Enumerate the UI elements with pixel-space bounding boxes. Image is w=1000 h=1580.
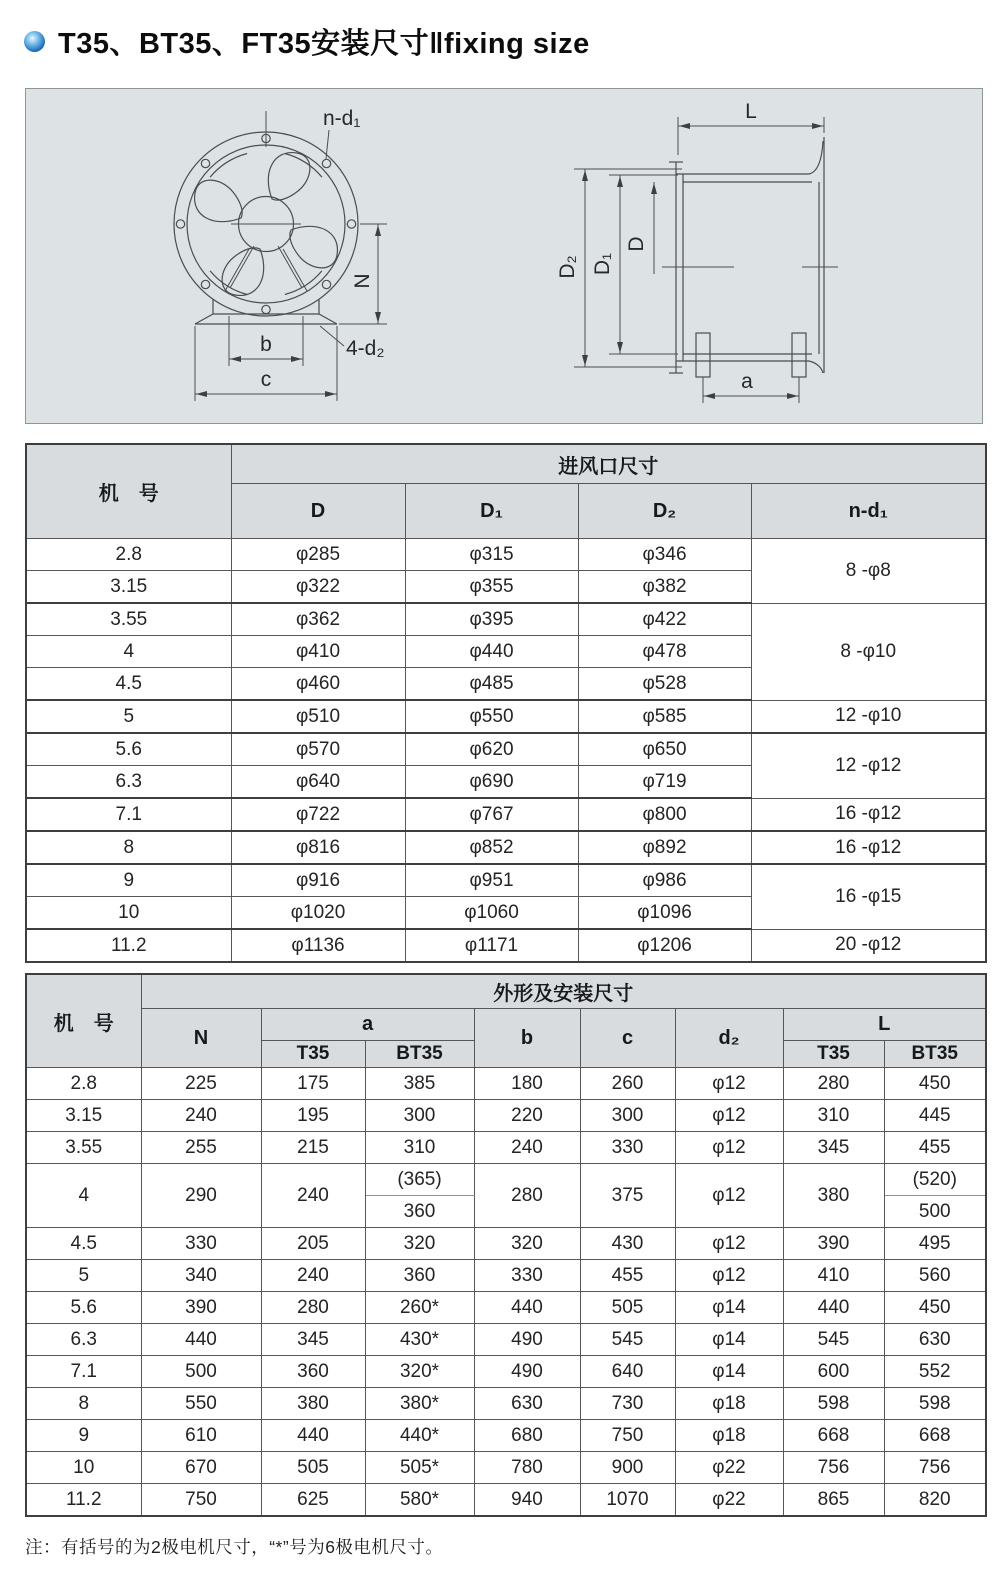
- subcol-L-T35: T35: [783, 1041, 884, 1068]
- L-T35-cell: 598: [783, 1388, 884, 1420]
- d2-cell: φ14: [675, 1292, 783, 1324]
- c-cell: 750: [580, 1420, 675, 1452]
- D-cell: φ1136: [231, 929, 405, 962]
- D1-cell: φ690: [405, 766, 578, 799]
- col-header-L: L: [783, 1009, 986, 1041]
- c-cell: 545: [580, 1324, 675, 1356]
- label-L: L: [745, 100, 757, 123]
- a-T35-cell: 205: [261, 1228, 365, 1260]
- table-row: [26, 1484, 986, 1517]
- table-row: [26, 831, 986, 864]
- D2-cell: φ800: [578, 798, 751, 831]
- L-BT35-cell: 450: [884, 1292, 986, 1324]
- L-BT35-cell: 668: [884, 1420, 986, 1452]
- D-cell: φ285: [231, 539, 405, 571]
- D-cell: φ816: [231, 831, 405, 864]
- D1-cell: φ355: [405, 571, 578, 604]
- N-cell: 290: [141, 1164, 261, 1228]
- a-BT35-cell: 320: [365, 1228, 474, 1260]
- technical-drawing-svg: [26, 89, 982, 423]
- c-cell: 900: [580, 1452, 675, 1484]
- inlet-group-header: 进风口尺寸: [231, 444, 986, 484]
- machine-no-header: 机 号: [26, 974, 141, 1068]
- a-T35-cell: 175: [261, 1068, 365, 1100]
- L-T35-cell: 410: [783, 1260, 884, 1292]
- machine-no-cell: 4: [26, 636, 231, 668]
- machine-no-cell: 5: [26, 1260, 141, 1292]
- page-title: T35、BT35、FT35安装尺寸‖fixing size: [58, 27, 590, 60]
- machine-no-header: 机 号: [26, 444, 231, 539]
- col-header-D1: D₁: [405, 484, 578, 539]
- d2-cell: φ12: [675, 1260, 783, 1292]
- L-T35-cell: 390: [783, 1228, 884, 1260]
- L-BT35-cell: 820: [884, 1484, 986, 1517]
- table-row: [26, 1100, 986, 1132]
- b-cell: 630: [474, 1388, 580, 1420]
- N-cell: 225: [141, 1068, 261, 1100]
- b-cell: 280: [474, 1164, 580, 1228]
- front-arrowheads: [196, 225, 381, 397]
- a-T35-cell: 625: [261, 1484, 365, 1517]
- c-cell: 330: [580, 1132, 675, 1164]
- d2-cell: φ12: [675, 1068, 783, 1100]
- D-cell: φ640: [231, 766, 405, 799]
- subcol-a-T35: T35: [261, 1041, 365, 1068]
- a-T35-cell: 505: [261, 1452, 365, 1484]
- machine-no-cell: 6.3: [26, 1324, 141, 1356]
- D2-cell: φ892: [578, 831, 751, 864]
- label-D1: D₁: [591, 252, 614, 276]
- machine-no-cell: 11.2: [26, 929, 231, 962]
- c-cell: 640: [580, 1356, 675, 1388]
- N-cell: 440: [141, 1324, 261, 1356]
- a-BT35-cell: 385: [365, 1068, 474, 1100]
- table-row: [26, 603, 986, 636]
- a-BT35-cell: 310: [365, 1132, 474, 1164]
- d2-cell: φ12: [675, 1132, 783, 1164]
- N-cell: 340: [141, 1260, 261, 1292]
- machine-no-cell: 10: [26, 897, 231, 930]
- a-BT35-cell: 320*: [365, 1356, 474, 1388]
- label-N: N: [351, 273, 374, 289]
- D2-cell: φ719: [578, 766, 751, 799]
- n-d1-cell: 20 -φ12: [751, 929, 986, 962]
- N-cell: 750: [141, 1484, 261, 1517]
- table-row: [26, 700, 986, 733]
- d2-cell: φ18: [675, 1420, 783, 1452]
- L-BT35-cell: 450: [884, 1068, 986, 1100]
- L-T35-cell: 668: [783, 1420, 884, 1452]
- label-n-d1: n-d₁: [323, 107, 361, 130]
- label-D: D: [625, 236, 648, 252]
- page-header: [24, 20, 590, 62]
- n-d1-cell: 12 -φ10: [751, 700, 986, 733]
- table-row: [26, 1068, 986, 1100]
- machine-no-cell: 4.5: [26, 668, 231, 701]
- L-BT35-bottom-cell: 500: [884, 1196, 986, 1228]
- machine-no-cell: 5: [26, 700, 231, 733]
- D-cell: φ322: [231, 571, 405, 604]
- machine-no-cell: 4.5: [26, 1228, 141, 1260]
- a-T35-cell: 345: [261, 1324, 365, 1356]
- n-d1-cell: 8 -φ8: [751, 539, 986, 604]
- table-row: [26, 1356, 986, 1388]
- machine-no-cell: 2.8: [26, 539, 231, 571]
- b-cell: 330: [474, 1260, 580, 1292]
- machine-no-cell: 7.1: [26, 1356, 141, 1388]
- table-row: [26, 1164, 986, 1196]
- table-row: [26, 798, 986, 831]
- b-cell: 320: [474, 1228, 580, 1260]
- N-cell: 610: [141, 1420, 261, 1452]
- L-T35-cell: 440: [783, 1292, 884, 1324]
- bullet-icon: [24, 31, 45, 52]
- outline-group-header: 外形及安装尺寸: [141, 974, 986, 1009]
- table-header-row: [26, 974, 986, 1009]
- table-row: [26, 864, 986, 897]
- a-T35-cell: 240: [261, 1260, 365, 1292]
- n-d1-cell: 16 -φ15: [751, 864, 986, 929]
- D2-cell: φ346: [578, 539, 751, 571]
- table-header-row: [26, 1009, 986, 1041]
- D2-cell: φ650: [578, 733, 751, 766]
- col-header-D2: D₂: [578, 484, 751, 539]
- L-BT35-cell: 495: [884, 1228, 986, 1260]
- d2-leader-line: [320, 326, 344, 346]
- d2-cell: φ22: [675, 1452, 783, 1484]
- subcol-L-BT35: BT35: [884, 1041, 986, 1068]
- machine-no-cell: 11.2: [26, 1484, 141, 1517]
- c-cell: 1070: [580, 1484, 675, 1517]
- b-cell: 220: [474, 1100, 580, 1132]
- D1-cell: φ315: [405, 539, 578, 571]
- L-T35-cell: 756: [783, 1452, 884, 1484]
- D2-cell: φ1096: [578, 897, 751, 930]
- c-cell: 260: [580, 1068, 675, 1100]
- table-row: [26, 929, 986, 962]
- d2-cell: φ14: [675, 1324, 783, 1356]
- c-cell: 730: [580, 1388, 675, 1420]
- D2-cell: φ528: [578, 668, 751, 701]
- label-4-d2: 4-d₂: [346, 337, 385, 360]
- c-cell: 430: [580, 1228, 675, 1260]
- a-T35-cell: 440: [261, 1420, 365, 1452]
- machine-no-cell: 8: [26, 1388, 141, 1420]
- col-header-N: N: [141, 1009, 261, 1068]
- col-header-b: b: [474, 1009, 580, 1068]
- D-cell: φ510: [231, 700, 405, 733]
- col-header-d2: d₂: [675, 1009, 783, 1068]
- D1-cell: φ440: [405, 636, 578, 668]
- D-cell: φ362: [231, 603, 405, 636]
- a-BT35-cell: 300: [365, 1100, 474, 1132]
- n-d1-cell: 8 -φ10: [751, 603, 986, 700]
- a-BT35-cell: 430*: [365, 1324, 474, 1356]
- a-BT35-top-cell: (365): [365, 1164, 474, 1196]
- table-row: [26, 1420, 986, 1452]
- table-row: [26, 539, 986, 571]
- table-row: [26, 1324, 986, 1356]
- a-T35-cell: 195: [261, 1100, 365, 1132]
- D2-cell: φ986: [578, 864, 751, 897]
- a-BT35-cell: 380*: [365, 1388, 474, 1420]
- b-cell: 490: [474, 1324, 580, 1356]
- a-BT35-cell: 260*: [365, 1292, 474, 1324]
- col-header-D: D: [231, 484, 405, 539]
- table-row: [26, 1260, 986, 1292]
- D1-cell: φ767: [405, 798, 578, 831]
- table-row: [26, 733, 986, 766]
- N-cell: 330: [141, 1228, 261, 1260]
- machine-no-cell: 3.15: [26, 571, 231, 604]
- machine-no-cell: 3.15: [26, 1100, 141, 1132]
- a-T35-cell: 215: [261, 1132, 365, 1164]
- N-cell: 550: [141, 1388, 261, 1420]
- b-cell: 180: [474, 1068, 580, 1100]
- hub-struts: [225, 246, 307, 291]
- a-BT35-bottom-cell: 360: [365, 1196, 474, 1228]
- D1-cell: φ1060: [405, 897, 578, 930]
- machine-no-cell: 5.6: [26, 733, 231, 766]
- c-cell: 300: [580, 1100, 675, 1132]
- inlet-size-table: [25, 443, 987, 963]
- nd1-leader-line: [326, 130, 329, 159]
- D-cell: φ410: [231, 636, 405, 668]
- L-BT35-top-cell: (520): [884, 1164, 986, 1196]
- machine-no-cell: 4: [26, 1164, 141, 1228]
- a-BT35-cell: 360: [365, 1260, 474, 1292]
- D1-cell: φ951: [405, 864, 578, 897]
- b-cell: 490: [474, 1356, 580, 1388]
- D1-cell: φ852: [405, 831, 578, 864]
- a-BT35-cell: 440*: [365, 1420, 474, 1452]
- table-row: [26, 1228, 986, 1260]
- D-cell: φ1020: [231, 897, 405, 930]
- d2-cell: φ12: [675, 1100, 783, 1132]
- d2-cell: φ22: [675, 1484, 783, 1517]
- c-cell: 375: [580, 1164, 675, 1228]
- outline-mounting-table: [25, 973, 987, 1517]
- N-cell: 670: [141, 1452, 261, 1484]
- N-cell: 240: [141, 1100, 261, 1132]
- b-cell: 780: [474, 1452, 580, 1484]
- machine-no-cell: 3.55: [26, 603, 231, 636]
- d2-cell: φ18: [675, 1388, 783, 1420]
- D1-cell: φ550: [405, 700, 578, 733]
- table-row: [26, 1292, 986, 1324]
- machine-no-cell: 2.8: [26, 1068, 141, 1100]
- D-cell: φ570: [231, 733, 405, 766]
- D-cell: φ460: [231, 668, 405, 701]
- L-T35-cell: 545: [783, 1324, 884, 1356]
- L-BT35-cell: 552: [884, 1356, 986, 1388]
- D-cell: φ722: [231, 798, 405, 831]
- subcol-a-BT35: BT35: [365, 1041, 474, 1068]
- c-cell: 505: [580, 1292, 675, 1324]
- L-BT35-cell: 560: [884, 1260, 986, 1292]
- inlet-table-body: [26, 539, 986, 963]
- L-BT35-cell: 756: [884, 1452, 986, 1484]
- label-D2: D₂: [556, 255, 579, 279]
- n-d1-cell: 12 -φ12: [751, 733, 986, 798]
- label-c: c: [260, 368, 272, 391]
- L-T35-cell: 310: [783, 1100, 884, 1132]
- D1-cell: φ620: [405, 733, 578, 766]
- D2-cell: φ382: [578, 571, 751, 604]
- a-T35-cell: 380: [261, 1388, 365, 1420]
- b-cell: 680: [474, 1420, 580, 1452]
- table-header-row: [26, 444, 986, 484]
- b-cell: 240: [474, 1132, 580, 1164]
- col-header-c: c: [580, 1009, 675, 1068]
- a-BT35-cell: 580*: [365, 1484, 474, 1517]
- col-header-a: a: [261, 1009, 474, 1041]
- a-T35-cell: 360: [261, 1356, 365, 1388]
- L-BT35-cell: 630: [884, 1324, 986, 1356]
- outline-table-body: [26, 1068, 986, 1517]
- machine-no-cell: 10: [26, 1452, 141, 1484]
- b-cell: 940: [474, 1484, 580, 1517]
- L-T35-cell: 600: [783, 1356, 884, 1388]
- d2-cell: φ12: [675, 1164, 783, 1228]
- D2-cell: φ1206: [578, 929, 751, 962]
- machine-no-cell: 9: [26, 864, 231, 897]
- label-a: a: [741, 370, 753, 393]
- a-T35-cell: 240: [261, 1164, 365, 1228]
- L-T35-cell: 380: [783, 1164, 884, 1228]
- col-header-n-d1: n-d₁: [751, 484, 986, 539]
- machine-no-cell: 8: [26, 831, 231, 864]
- N-cell: 255: [141, 1132, 261, 1164]
- machine-no-cell: 6.3: [26, 766, 231, 799]
- L-BT35-cell: 445: [884, 1100, 986, 1132]
- D2-cell: φ478: [578, 636, 751, 668]
- drawing-panel: [25, 88, 983, 424]
- a-T35-cell: 280: [261, 1292, 365, 1324]
- table-row: [26, 1388, 986, 1420]
- a-BT35-cell: 505*: [365, 1452, 474, 1484]
- machine-no-cell: 9: [26, 1420, 141, 1452]
- machine-no-cell: 7.1: [26, 798, 231, 831]
- side-arrowheads: [582, 123, 823, 399]
- L-T35-cell: 865: [783, 1484, 884, 1517]
- L-T35-cell: 345: [783, 1132, 884, 1164]
- b-cell: 440: [474, 1292, 580, 1324]
- D2-cell: φ422: [578, 603, 751, 636]
- D-cell: φ916: [231, 864, 405, 897]
- D1-cell: φ1171: [405, 929, 578, 962]
- footnote: 注：有括号的为2极电机尺寸，“*”号为6极电机尺寸。: [25, 1537, 444, 1557]
- N-cell: 500: [141, 1356, 261, 1388]
- d2-cell: φ12: [675, 1228, 783, 1260]
- d2-cell: φ14: [675, 1356, 783, 1388]
- label-b: b: [260, 333, 272, 356]
- c-cell: 455: [580, 1260, 675, 1292]
- N-cell: 390: [141, 1292, 261, 1324]
- L-BT35-cell: 455: [884, 1132, 986, 1164]
- table-row: [26, 1132, 986, 1164]
- machine-no-cell: 5.6: [26, 1292, 141, 1324]
- machine-no-cell: 3.55: [26, 1132, 141, 1164]
- n-d1-cell: 16 -φ12: [751, 798, 986, 831]
- D1-cell: φ395: [405, 603, 578, 636]
- L-BT35-cell: 598: [884, 1388, 986, 1420]
- D2-cell: φ585: [578, 700, 751, 733]
- table-row: [26, 1452, 986, 1484]
- n-d1-cell: 16 -φ12: [751, 831, 986, 864]
- D1-cell: φ485: [405, 668, 578, 701]
- L-T35-cell: 280: [783, 1068, 884, 1100]
